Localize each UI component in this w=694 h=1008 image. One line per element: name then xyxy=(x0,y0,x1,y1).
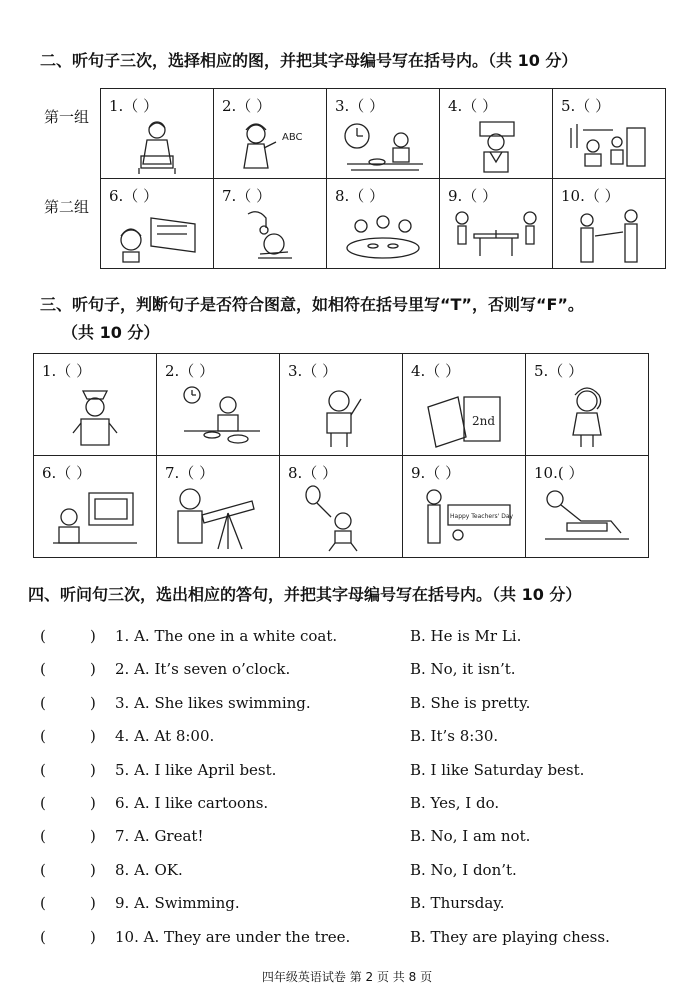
picture-cell-3 xyxy=(280,354,403,456)
boy-waving-picture xyxy=(291,383,391,451)
option-b-text: B. No, I am not. xyxy=(410,827,531,846)
picture-cell-5 xyxy=(553,89,666,179)
answer-blank-label: 10.( ） xyxy=(534,464,584,482)
answer-paren-open[interactable]: ( xyxy=(40,860,46,879)
answer-blank-label: 9.（ ） xyxy=(411,464,461,482)
picture-cell-5 xyxy=(526,354,649,456)
answer-paren-open[interactable]: ( xyxy=(40,660,46,679)
answer-blank-label: 3.（ ） xyxy=(335,97,385,115)
question-row xyxy=(0,928,694,950)
answer-blank-label: 5.（ ） xyxy=(534,362,584,380)
section-2-picture-grid xyxy=(100,88,666,269)
option-b-text: B. No, it isn’t. xyxy=(410,660,516,679)
question-row xyxy=(0,794,694,816)
picture-cell-9 xyxy=(403,456,526,558)
boy-clock-breakfast-picture xyxy=(168,383,268,451)
picture-cell-9 xyxy=(440,179,553,269)
option-a-text: 6. A. I like cartoons. xyxy=(115,794,269,812)
answer-paren-close: ) xyxy=(90,827,96,846)
answer-paren-close: ) xyxy=(90,927,96,946)
answer-blank-label: 2.（ ） xyxy=(222,97,272,115)
police-boy-picture xyxy=(45,383,145,451)
picture-cell-6 xyxy=(101,179,214,269)
answer-paren-open[interactable]: ( xyxy=(40,894,46,913)
section-3-picture-grid xyxy=(33,353,649,558)
answer-blank-label: 3.（ ） xyxy=(288,362,338,380)
question-row xyxy=(0,694,694,716)
question-row xyxy=(0,894,694,916)
option-b-text: B. It’s 8:30. xyxy=(410,727,499,746)
section-3-points: （共 10 分） xyxy=(62,323,160,342)
section-3-title: 三、听句子，判断句子是否符合图意，如相符在括号里写“T”，否则写“F”。 xyxy=(40,295,584,314)
picture-cell-8 xyxy=(280,456,403,558)
answer-blank-label: 2.（ ） xyxy=(165,362,215,380)
option-a-text: 5. A. I like April best. xyxy=(115,760,277,779)
answer-blank-label: 8.（ ） xyxy=(288,464,338,482)
answer-blank-label: 8.（ ） xyxy=(335,187,385,205)
option-b-text: B. Thursday. xyxy=(410,894,505,913)
picture-cell-10 xyxy=(526,456,649,558)
ping-pong-picture xyxy=(450,208,542,264)
picture-cell-1 xyxy=(101,89,214,179)
picture-cell-7 xyxy=(214,179,327,269)
answer-paren-close: ) xyxy=(90,894,96,913)
abc-text: ABC xyxy=(282,132,303,143)
option-a-text: 7. A. Great! xyxy=(115,827,204,846)
answer-paren-close: ) xyxy=(90,660,96,679)
answer-paren-close: ) xyxy=(90,760,96,779)
people-talking-picture xyxy=(563,208,655,264)
option-b-text: B. She is pretty. xyxy=(410,693,531,712)
boy-lying-down-picture xyxy=(537,485,637,553)
picture-cell-8 xyxy=(327,179,440,269)
boy-tennis-picture xyxy=(291,485,391,553)
option-a-text: 8. A. OK. xyxy=(115,860,183,879)
answer-blank-label: 6.（ ） xyxy=(109,187,159,205)
boy-telescope-picture xyxy=(168,485,268,553)
question-row xyxy=(0,827,694,849)
answer-paren-open[interactable]: ( xyxy=(40,627,46,645)
answer-blank-label: 1.（ ） xyxy=(109,97,159,115)
option-a-text: 10. A. They are under the tree. xyxy=(115,927,351,946)
answer-paren-open[interactable]: ( xyxy=(40,827,46,846)
option-a-text: 1. A. The one in a white coat. xyxy=(115,627,338,645)
question-row xyxy=(0,627,694,649)
picture-cell-6 xyxy=(34,456,157,558)
answer-blank-label: 1.（ ） xyxy=(42,362,92,380)
clock-boy-breakfast-picture xyxy=(337,118,429,174)
question-row xyxy=(0,861,694,883)
teachers-day-text: Happy Teachers' Day xyxy=(450,513,514,520)
answer-blank-label: 4.（ ） xyxy=(448,97,498,115)
picture-cell-4 xyxy=(440,89,553,179)
page-footer: 四年级英语试卷 第 2 页 共 8 页 xyxy=(261,970,433,984)
answer-paren-open[interactable]: ( xyxy=(40,727,46,746)
section-2-title: 二、听句子三次，选择相应的图，并把其字母编号写在括号内。（共 10 分） xyxy=(40,51,578,70)
answer-paren-open[interactable]: ( xyxy=(40,693,46,712)
family-dinner-picture xyxy=(337,208,429,264)
girl-curly-hair-picture xyxy=(537,383,637,451)
option-a-text: 9. A. Swimming. xyxy=(115,894,240,913)
question-row xyxy=(0,660,694,682)
boy-reading-lamp-picture xyxy=(224,208,316,264)
section-4-title: 四、听问句三次，选出相应的答句，并把其字母编号写在括号内。（共 10 分） xyxy=(28,585,582,604)
teacher-at-board-picture xyxy=(450,118,542,174)
grid-row xyxy=(34,456,649,558)
girl-computer-picture xyxy=(111,208,203,264)
question-row xyxy=(0,727,694,749)
option-b-text: B. No, I don’t. xyxy=(410,860,517,879)
option-b-text: B. They are playing chess. xyxy=(410,927,610,946)
picture-cell-10 xyxy=(553,179,666,269)
calendar-picture xyxy=(414,383,514,451)
answer-paren-close: ) xyxy=(90,794,96,812)
question-row xyxy=(0,761,694,783)
answer-blank-label: 7.（ ） xyxy=(165,464,215,482)
grid-row xyxy=(101,179,666,269)
girl-sewing-picture xyxy=(111,118,203,174)
picture-cell-4 xyxy=(403,354,526,456)
group-2-label: 第二组 xyxy=(44,198,90,216)
picture-cell-2 xyxy=(214,89,327,179)
group-1-label: 第一组 xyxy=(44,108,90,126)
picture-cell-1 xyxy=(34,354,157,456)
grid-row xyxy=(34,354,649,456)
answer-blank-label: 10.（ ） xyxy=(561,187,620,205)
picture-cell-2 xyxy=(157,354,280,456)
option-b-text: B. I like Saturday best. xyxy=(410,760,585,779)
answer-blank-label: 4.（ ） xyxy=(411,362,461,380)
answer-paren-open[interactable]: ( xyxy=(40,927,46,946)
option-a-text: 3. A. She likes swimming. xyxy=(115,693,311,712)
girl-abc-picture xyxy=(224,118,316,174)
option-b-text: B. Yes, I do. xyxy=(410,794,500,812)
answer-paren-close: ) xyxy=(90,860,96,879)
teachers-day-picture xyxy=(414,485,514,553)
answer-blank-label: 5.（ ） xyxy=(561,97,611,115)
boy-computer-picture xyxy=(45,485,145,553)
picture-cell-3 xyxy=(327,89,440,179)
picture-cell-7 xyxy=(157,456,280,558)
answer-paren-open[interactable]: ( xyxy=(40,794,46,812)
option-a-text: 2. A. It’s seven o’clock. xyxy=(115,660,291,679)
answer-paren-close: ) xyxy=(90,627,96,645)
answer-blank-label: 9.（ ） xyxy=(448,187,498,205)
answer-blank-label: 6.（ ） xyxy=(42,464,92,482)
answer-paren-open[interactable]: ( xyxy=(40,760,46,779)
option-b-text: B. He is Mr Li. xyxy=(410,627,522,645)
option-a-text: 4. A. At 8:00. xyxy=(115,727,215,746)
answer-blank-label: 7.（ ） xyxy=(222,187,272,205)
answer-paren-close: ) xyxy=(90,693,96,712)
grid-row xyxy=(101,89,666,179)
calendar-date-text: 2nd xyxy=(472,414,496,428)
family-room-picture xyxy=(563,118,655,174)
answer-paren-close: ) xyxy=(90,727,96,746)
